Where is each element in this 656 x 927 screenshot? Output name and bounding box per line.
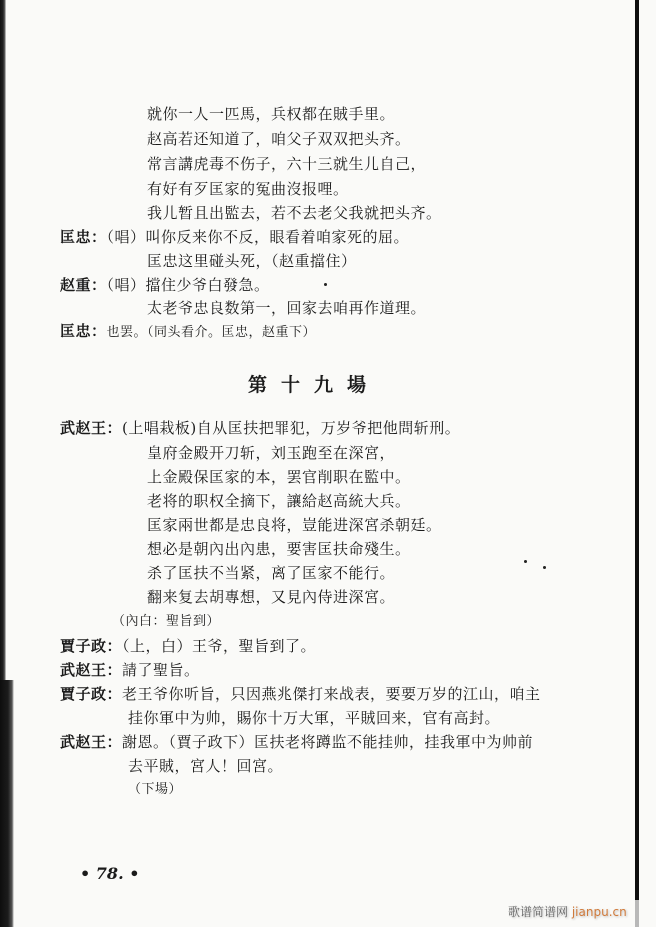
watermark-site-name: 歌谱简谱网 — [508, 905, 569, 919]
dialogue-line: 武赵王：謝恩。（賈子政下）匡扶老将蹲监不能挂帅，挂我軍中为帅前 — [60, 733, 534, 751]
speaker-name: 赵重： — [60, 276, 107, 294]
verse-line: 翻来复去胡專想，又見內侍进深宮。 — [147, 588, 396, 606]
verse-line: 想必是朝內出內患，要害匡扶命殘生。 — [147, 540, 411, 558]
speaker-name: 武赵王： — [60, 733, 123, 751]
verse-line: 匡家兩世都是忠良将，豈能进深宮杀朝廷。 — [147, 516, 442, 534]
verse-line: 匡忠这里碰头死，（赵重擋住） — [147, 252, 357, 270]
dialogue-line: 武赵王：請了聖旨。 — [60, 661, 200, 679]
verse-line: 太老爷忠良数第一，回家去咱再作道理。 — [147, 299, 427, 317]
speaker-name: 武赵王： — [60, 419, 123, 437]
page-edge-right — [635, 0, 639, 900]
verse-line: 赵高若还知道了，咱父子双双把头齐。 — [147, 130, 411, 148]
watermark-url: jianpu.cn — [571, 905, 627, 919]
ink-speck — [524, 560, 527, 563]
verse-line: 皇府金殿开刀斩，刘玉跑至在深宮， — [147, 444, 396, 462]
speaker-name: 武赵王： — [60, 661, 123, 679]
verse-line: 老将的职权全摘下，讓給赵高統大兵。 — [147, 492, 411, 510]
binding-shadow — [0, 680, 14, 927]
speaker-name: 匡忠： — [60, 322, 107, 340]
verse-line: 上金殿保匡家的本，罢官削职在監中。 — [147, 468, 411, 486]
ink-speck — [543, 566, 546, 569]
dialogue-line: 武赵王：(上唱栽板)自从匡扶把罪犯，万岁爷把他問斩刑。 — [60, 419, 461, 437]
speaker-name: 匡忠： — [60, 228, 107, 246]
dialogue-line: 匡忠：（唱）叫你反来你不反，眼看着咱家死的屈。 — [60, 228, 410, 246]
stage-direction: （內白：聖旨到） — [112, 614, 221, 629]
speaker-name: 賈子政： — [60, 637, 123, 655]
dialogue-line: 赵重：（唱）擋住少爷白發急。 — [60, 276, 270, 294]
watermark — [508, 903, 627, 920]
stage-direction: （下場） — [128, 782, 183, 797]
verse-line: 杀了匡扶不当紧，离了匡家不能行。 — [147, 564, 396, 582]
scene-heading: 第十九場 — [248, 374, 381, 396]
verse-line: 有好有歹匡家的冤曲沒报哩。 — [147, 180, 349, 198]
verse-line: 常言講虎毒不伤子，六十三就生儿自己， — [147, 155, 427, 173]
speaker-name: 賈子政： — [60, 685, 123, 703]
verse-line: 去平賊，宮人！回宮。 — [128, 757, 284, 775]
ink-speck — [324, 283, 327, 286]
dialogue-line: 匡忠：也罢。（同头看介。匡忠，赵重下） — [60, 322, 317, 340]
dialogue-line: 賈子政：（上，白）王爷，聖旨到了。 — [60, 637, 317, 655]
page-number: • 78. • — [80, 864, 140, 883]
page-edge-right-tail — [635, 900, 639, 927]
verse-line: 挂你軍中为帅，賜你十万大軍，平賊回来，官有高封。 — [128, 709, 501, 727]
dialogue-line: 賈子政：老王爷你听旨，只因燕兆傑打来战表，要要万岁的江山，咱主 — [60, 685, 541, 703]
verse-line: 就你一人一匹馬，兵权都在賊手里。 — [147, 105, 396, 123]
verse-line: 我儿暂且出監去，若不去老父我就把头齐。 — [147, 204, 442, 222]
